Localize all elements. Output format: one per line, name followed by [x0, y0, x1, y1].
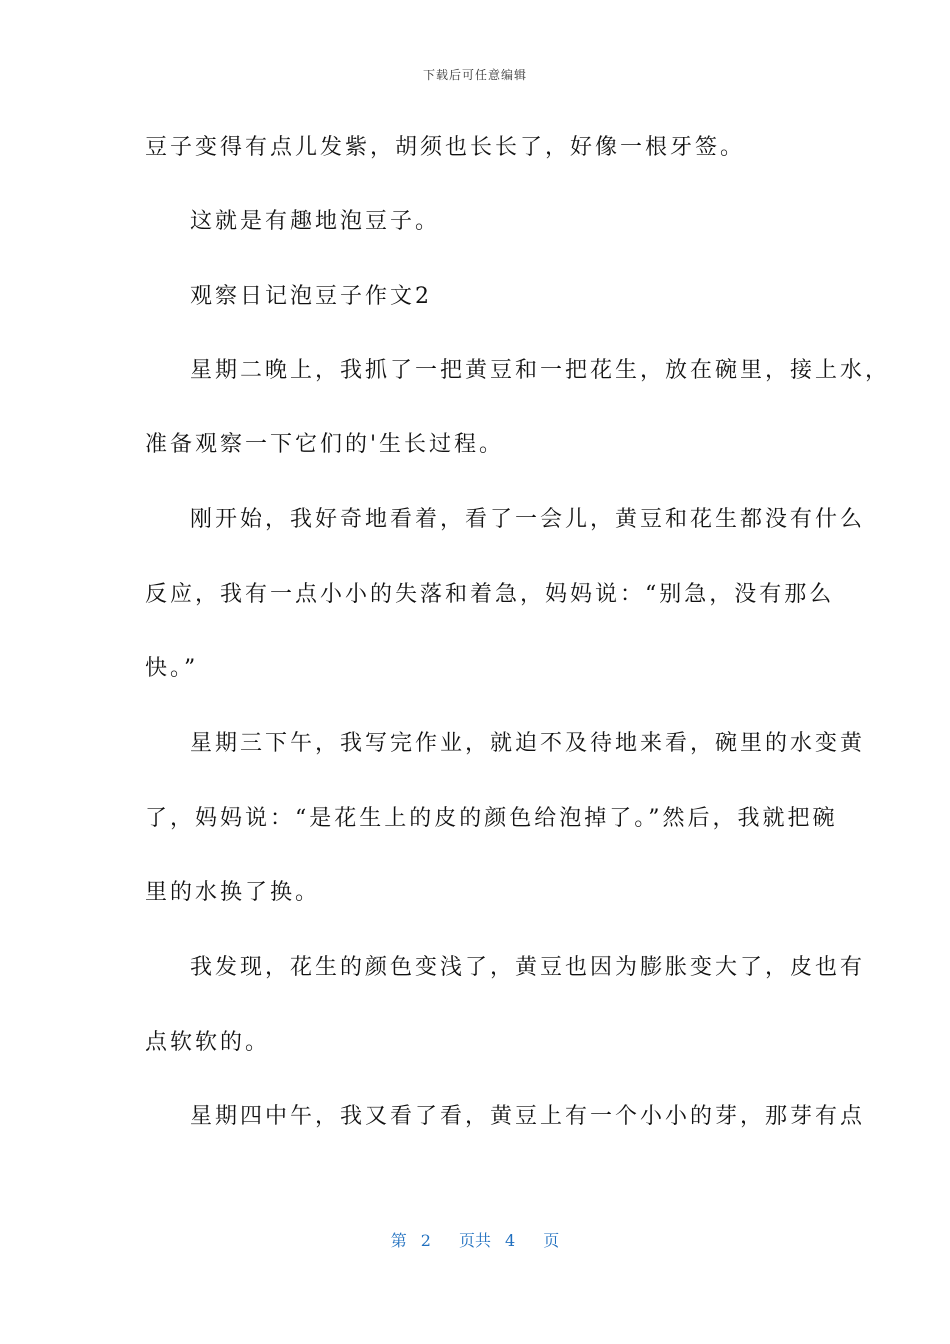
text-line: 星期四中午，我又看了看，黄豆上有一个小小的芽，那芽有点: [190, 1104, 866, 1129]
text-line: 这就是有趣地泡豆子。: [190, 209, 441, 234]
text-line: 刚开始，我好奇地看着，看了一会儿，黄豆和花生都没有什么: [190, 507, 866, 532]
text-line: 反应，我有一点小小的失落和着急，妈妈说：“别急，没有那么: [145, 582, 835, 607]
footer-suffix: 页: [543, 1231, 560, 1250]
text-line: 星期二晚上，我抓了一把黄豆和一把花生，放在碗里，接上水，: [190, 358, 891, 383]
section-title: 观察日记泡豆子作文2: [190, 284, 432, 309]
footer-middle: 页共: [458, 1231, 491, 1250]
footer-prefix: 第: [390, 1231, 407, 1250]
text-line: 里的水换了换。: [145, 880, 321, 905]
footer-total-pages: 4: [505, 1231, 516, 1250]
page-footer: [0, 1228, 950, 1251]
text-line: 了，妈妈说：“是花生上的皮的颜色给泡掉了。”然后，我就把碗: [145, 806, 838, 831]
page-header: 下载后可任意编辑: [422, 68, 527, 82]
text-line: 我发现，花生的颜色变浅了，黄豆也因为膨胀变大了，皮也有: [190, 955, 866, 980]
text-line: 豆子变得有点儿发紫，胡须也长长了，好像一根牙签。: [145, 135, 746, 160]
text-line: 快。”: [145, 656, 199, 681]
text-line: 星期三下午，我写完作业，就迫不及待地来看，碗里的水变黄: [190, 731, 866, 756]
footer-page-number: 2: [420, 1231, 431, 1250]
text-line: 点软软的。: [145, 1030, 271, 1055]
text-line: 准备观察一下它们的'生长过程。: [145, 432, 505, 457]
